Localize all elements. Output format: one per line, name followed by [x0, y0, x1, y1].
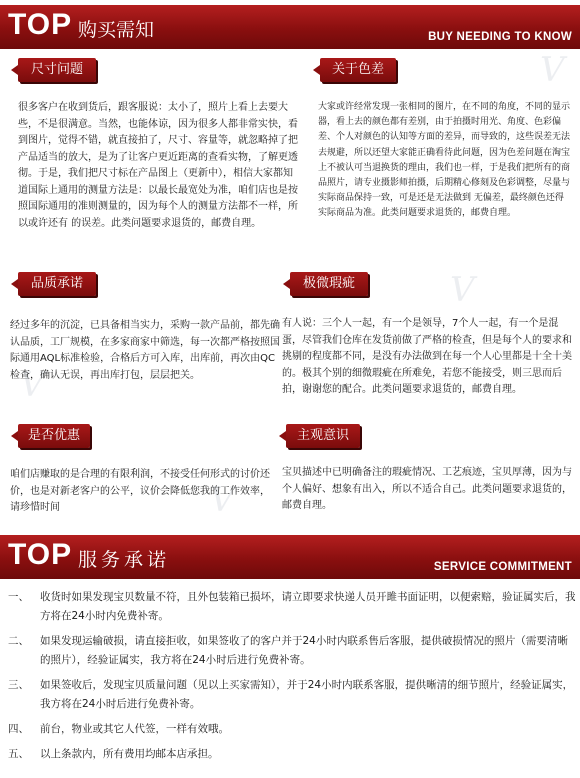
- service-item: [8, 720, 578, 739]
- section-tag-quality: [18, 272, 96, 296]
- service-item-number: 五、: [8, 748, 29, 760]
- service-item-number: 一、: [8, 591, 29, 603]
- watermark-logo: V: [20, 365, 45, 405]
- top-label: TOP: [8, 8, 73, 41]
- subjective-text: 宝贝描述中已明确备注的瑕疵情况、工艺痕迹，宝贝厚薄，因为与个人偏好、想象有出入，所以不适合自己。此类问题要求退货的，邮费自理。: [282, 467, 572, 511]
- section-tag-label: 是否优惠: [27, 428, 80, 443]
- color-text: 大家或许经常发现一张相同的图片，在不同的角度，不同的显示器，看上去的颜色都有差别，由于拍摄时用光、角度、色彩偏差、个人对颜色的认知等方面的差异，而导致的，这些误差无法去规避，所以还望大家能正确看待此问题，因为色差问题在淘宝上不被认可当退换货的理由，我们也一样，于是我们把所有的商品照片，请专业摄影师拍摄，后期精心修刻及色彩调整，尽量与实际商品保持一致，可是还是无法做到 无偏差，最终颜色还得实际商品为准。此类问题要求退货的，邮费自理。: [318, 102, 571, 219]
- header-title: 服务承诺: [78, 549, 171, 571]
- size-text: 很多客户在收到货后，跟客服说：太小了，照片上看上去要大些，不是很满意。当然，也能体谅，因为很多人都非常实快，看到图片，觉得不错，就直接拍了，尺寸、容量等，就忽略掉了把产品适当的放大，是为了让客户更近距离的查看实物，了解更透彻。于是，我们把尺寸标在产品图上（更新中），相信大家都知道国际上通用的测量方法是：以最长最宽处为准，咱们店也是按照国际通用的准则测量的，因为每个人的测量方法都不一样，所以或许还有 的误差。此类问题要求退货的，邮费自理。: [18, 102, 298, 229]
- section-tag-color: [320, 58, 396, 82]
- flaw-text: 有人说：三个人一起，有一个是领导，7个人一起，有一个是混蛋，尽管我们仓库在发货前做了严格的检查，但是每个人的要求和挑剔的程度都不同，是没有办法做到在每一个人心里都是十全十美的。极其个别的细微瑕疵在所难免，若您不能接受，则三思而后拍，谢谢您的配合。此类问题要求退货的，邮费自理。: [282, 318, 572, 395]
- service-item-text: 以上条款内，所有费用均邮本店承担。: [40, 748, 219, 760]
- header-subtitle: BUY NEEDING TO KNOW: [428, 31, 572, 43]
- discount-text: 咱们店赚取的是合理的有限利润，不接受任何形式的讨价还价，也是对新老客户的公平，议价会降低您我的工作效率，请珍惜时间: [10, 469, 270, 513]
- service-list: [8, 588, 578, 770]
- watermark-logo: V: [450, 270, 475, 310]
- section-tag-size: [18, 58, 96, 82]
- quality-text: 经过多年的沉淀，已具备相当实力，采购一款产品前，都先确认品质，工厂规模，在多家商家中筛选，每一次都严格按照国际通用AQL标准检验，合格后方可入库，出库前，再次由QC检查，确认无误，再出库打包，层层把关。: [10, 320, 280, 381]
- section-tag-label: 主观意识: [296, 428, 349, 443]
- service-item-text: 如果发现运输破损，请直接拒收，如果签收了的客户并于24小时内联系售后客服，提供破损情况的照片（需要清晰的照片），经验证属实，我方将在24小时后进行免费补寄。: [40, 635, 568, 666]
- section-tag-subjective: [286, 424, 360, 448]
- section-tag-discount: [18, 424, 90, 448]
- service-item: [8, 632, 578, 670]
- service-item: [8, 588, 578, 626]
- section-tag-label: 品质承诺: [30, 276, 83, 291]
- service-item-text: 如果签收后，发现宝贝质量问题（见以上买家需知），并于24小时内联系客服，提供晰清的细节照片，经验证属实，我方将在24小时后进行免费补寄。: [40, 679, 574, 710]
- service-item-text: 前台，物业或其它人代签，一样有效哦。: [40, 723, 229, 735]
- top-label: TOP: [8, 538, 73, 571]
- header-subtitle: SERVICE COMMITMENT: [433, 561, 572, 573]
- service-item-number: 四、: [8, 723, 29, 735]
- section-tag-flaw: [290, 272, 368, 296]
- service-item-text: 收货时如果发现宝贝数量不符，且外包装箱已损坏，请立即要求快递人员开雎书面证明，以便索赔，验证属实后，我方将在24小时内免费补寄。: [40, 591, 576, 622]
- service-item-number: 三、: [8, 679, 29, 691]
- header-title: 购买需知: [78, 19, 155, 41]
- header-banner-service: [0, 535, 580, 579]
- service-item-number: 二、: [8, 635, 29, 647]
- service-item: [8, 676, 578, 714]
- header-banner-buy: [0, 5, 580, 49]
- watermark-logo: V: [540, 50, 565, 90]
- section-tag-label: 尺寸问题: [30, 62, 83, 77]
- service-item: [8, 745, 578, 764]
- watermark-logo: V: [210, 480, 235, 520]
- section-tag-label: 极微瑕疵: [302, 276, 355, 291]
- section-tag-label: 关于色差: [331, 62, 384, 77]
